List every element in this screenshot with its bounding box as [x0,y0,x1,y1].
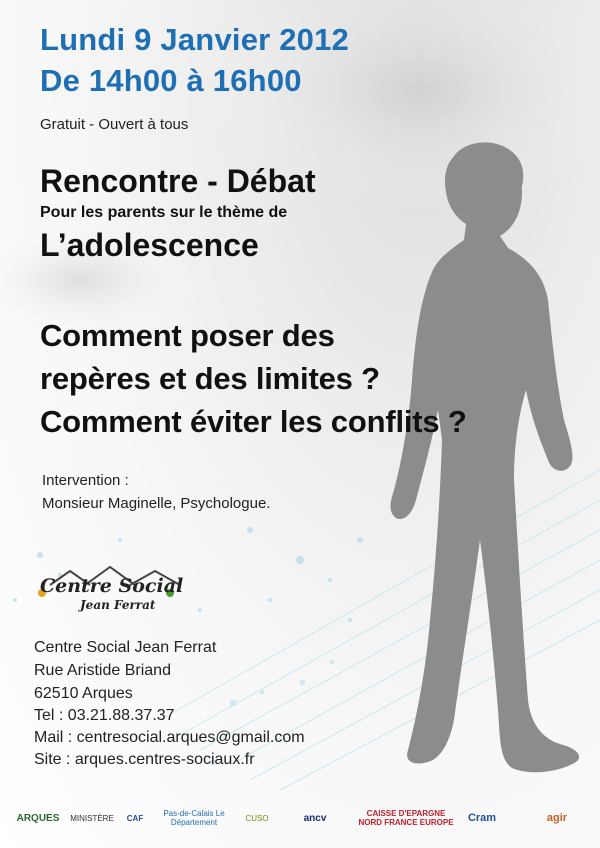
question-line: Comment poser des [40,318,335,353]
event-title: Rencontre - Débat [40,163,316,199]
event-date: Lundi 9 Janvier 2012 [40,22,349,57]
sponsor-logo: agir [546,811,568,824]
sponsor-logo: MINISTÈRE [70,813,114,823]
contact-site[interactable]: Site : arques.centres-sociaux.fr [34,751,255,768]
sponsor-logo: Pas-de-Calais Le Département [163,809,225,827]
contact-organization: Centre Social Jean Ferrat [34,639,217,656]
contact-phone: Tel : 03.21.88.37.37 [34,707,175,724]
event-theme: L’adolescence [40,227,259,263]
question-line: Comment éviter les conflits ? [40,404,467,439]
logo-name: Centre Social [40,575,184,597]
contact-city: 62510 Arques [34,685,133,702]
sponsor-logo: CUSO [245,813,269,823]
question-line: repères et des limites ? [40,361,380,396]
intervention-speaker: Monsieur Maginelle, Psychologue. [42,495,271,512]
sponsor-logo: Cram [467,811,497,824]
intervention-label: Intervention : [42,472,129,489]
sponsor-logo: ancv [303,812,327,824]
teenager-silhouette [380,140,595,780]
sponsor-logo: CAISSE D'EPARGNE NORD FRANCE EUROPE [358,809,454,827]
contact-street: Rue Aristide Briand [34,662,171,679]
sponsor-logo: ARQUES [16,812,60,824]
event-time: De 14h00 à 16h00 [40,63,302,98]
logo-subname: Jean Ferrat [80,598,156,612]
contact-mail[interactable]: Mail : centresocial.arques@gmail.com [34,729,305,746]
access-info: Gratuit - Ouvert à tous [40,116,189,133]
sponsor-logo: CAF [126,813,144,823]
event-subtitle: Pour les parents sur le thème de [40,204,288,221]
centre-social-logo [30,563,190,618]
sponsor-logos [14,798,594,838]
